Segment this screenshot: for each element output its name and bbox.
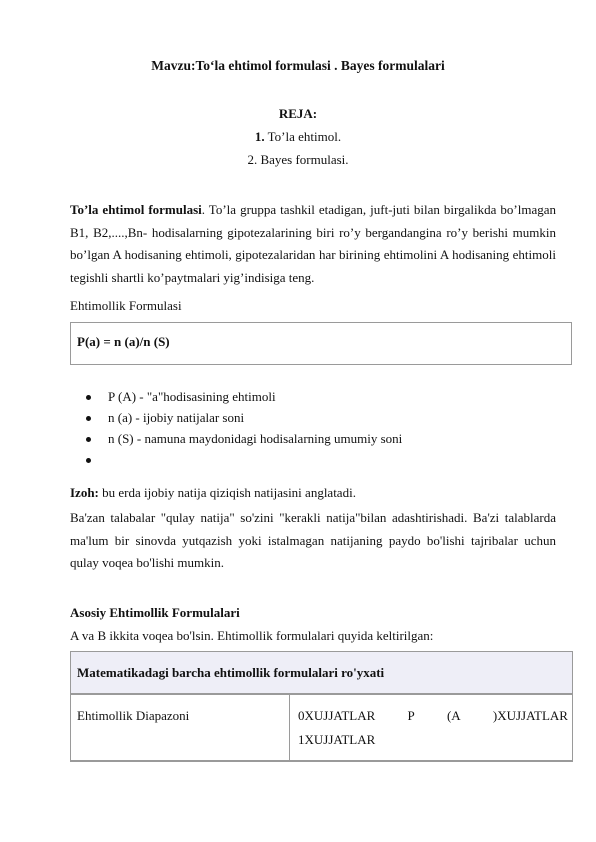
definition-list [86, 386, 402, 470]
bullet-icon [86, 458, 91, 463]
formula-label: Ehtimollik Formulasi [70, 298, 182, 313]
table-header-text: Matematikadagi barcha ehtimollik formulalari ro'yxati [77, 665, 385, 680]
plan-item-1 [0, 129, 596, 145]
table-cell-label: Ehtimollik Diapazoni [77, 708, 190, 723]
plan-item-2: 2. Bayes formulasi. [247, 152, 349, 167]
table-header [71, 652, 572, 695]
table-cell-value-line2: 1XUJJATLAR [298, 732, 376, 747]
note-line [70, 485, 356, 501]
formula-text: P(a) = n (a)/n (S) [77, 334, 170, 349]
plan-item-1-text: To’la ehtimol. [264, 129, 342, 144]
bullet-icon [86, 437, 91, 442]
section-heading: Asosiy Ehtimollik Formulalari [70, 605, 240, 620]
note-label: Izoh: [70, 485, 99, 500]
plan-item-1-number: 1. [254, 129, 265, 144]
bullet-icon [86, 416, 91, 421]
list-item: n (S) - namuna maydonidagi hodisalarning umumiy soni [86, 428, 402, 449]
column-divider [289, 695, 290, 760]
intro-term: To’la ehtimol formulasi [70, 202, 202, 217]
document-title: Mavzu:To‘la ehtimol formulasi . Bayes formulalari [151, 58, 445, 73]
plan-heading: REJA: [278, 106, 318, 121]
formula-table [70, 651, 573, 762]
table-cell-value-line1: 0XUJJATLAR P (A )XUJJATLAR [298, 708, 568, 723]
intro-paragraph [70, 199, 556, 289]
list-item: n (a) - ijobiy natijalar soni [86, 407, 402, 428]
section-intro: A va B ikkita voqea bo'lsin. Ehtimollik formulalari quyida keltirilgan: [70, 628, 434, 643]
intro-text: . To’la gruppa tashkil etadigan, juft-juti bilan birgalikda bo’lmagan B1, B2,....,Bn- hodisalarning gipotezalarining biri ro’y bergandangina ro’y berishi mumkin bo’lgan A hodisaning ehtimoli, gipotezalaridan har birining ehtimolini A hodisaning ehtimoli tegishli shartli ko’paytmalari yig’indisiga teng. [70, 202, 556, 285]
list-item [86, 449, 402, 470]
note-text: bu erda ijobiy natija qiziqish natijasini anglatadi. [98, 485, 356, 500]
list-item: P (A) - "a"hodisasining ehtimoli [86, 386, 402, 407]
paragraph-2: Ba'zan talabalar "qulay natija" so'zini "kerakli natija"bilan adashtirishadi. Ba'zi talablarda ma'lum bir sinovda yutqazish yoki istalmagan natijaning paydo bo'lishi tajribalar uchun qulay voqea bo'lishi mumkin. [70, 510, 556, 570]
bullet-icon [86, 395, 91, 400]
formula-box [70, 322, 572, 365]
